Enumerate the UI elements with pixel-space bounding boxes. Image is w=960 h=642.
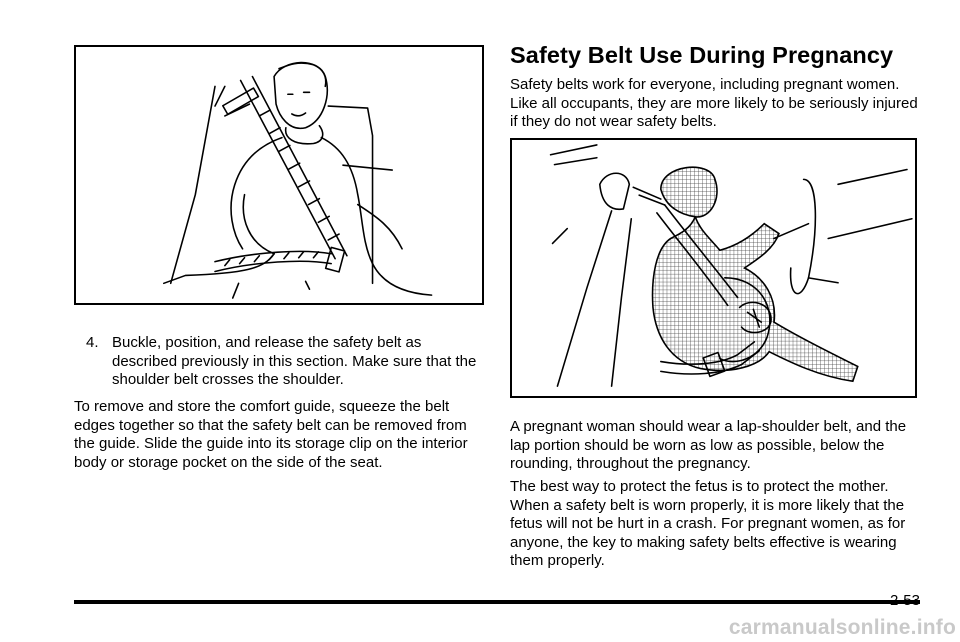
page-number: 2-53 [889, 592, 920, 609]
child-belt-drawing [76, 47, 482, 303]
child-safety-belt-illustration [74, 45, 484, 305]
watermark-logo: carmanualsonline.info [728, 616, 956, 639]
pregnant-woman-belt-illustration [510, 138, 917, 398]
footer-rule [74, 600, 920, 604]
protect-fetus-paragraph: The best way to protect the fetus is to protect the mother. When a safety belt is worn properly, it is more likely that the fetus will not be hurt in a crash. For pregnant women, as for anyone, the key to making safety belts effective is wearing them properly. [510, 478, 906, 569]
comfort-guide-storage-paragraph: To remove and store the comfort guide, squeeze the belt edges together so that the safety belt can be removed from the guide. Slide the guide into its storage clip on the interior body or storage pocket on the side of the seat. [74, 398, 468, 471]
step-number: 4. [86, 334, 99, 351]
pregnancy-intro-paragraph: Safety belts work for everyone, including pregnant women. Like all occupants, they are more likely to be seriously injured if they do not wear safety belts. [510, 76, 918, 130]
step-text: Buckle, position, and release the safety belt as described previously in this section. Make sure that the shoulder belt crosses the shoulder. [112, 334, 477, 388]
lap-shoulder-belt-paragraph: A pregnant woman should wear a lap-shoulder belt, and the lap portion should be worn as low as possible, below the rounding, throughout the pregnancy. [510, 418, 907, 472]
step-4 [86, 334, 486, 390]
section-heading: Safety Belt Use During Pregnancy [510, 42, 894, 68]
pregnancy-belt-drawing [512, 140, 915, 396]
